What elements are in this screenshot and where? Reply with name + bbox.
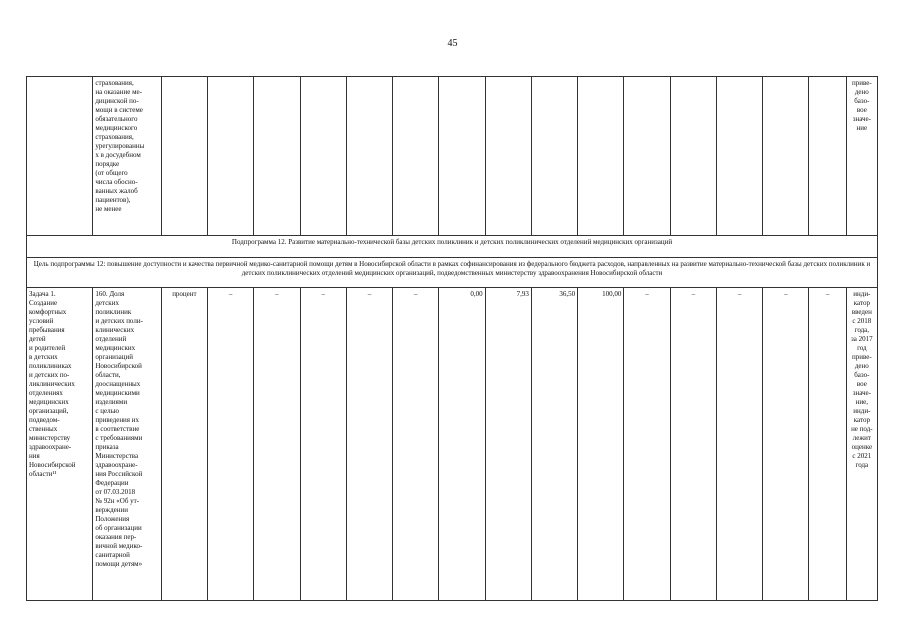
task-cell [27, 77, 93, 236]
indicator-cell: страхования, на оказание ме- дицинской по- мощи в системе обязательного медицинского страхования, урегулированны х в досудебном порядке (от общего числа обосно- ванных жалоб пациентов), не менее [93, 77, 161, 236]
value-cell: – [346, 288, 392, 601]
value-cell: – [208, 288, 254, 601]
value-cell: – [300, 288, 346, 601]
value-cell: 0,00 [439, 288, 485, 601]
value-cell: 100,00 [578, 288, 624, 601]
value-cell: – [763, 288, 809, 601]
value-cell: – [809, 288, 846, 601]
task-cell: Задача 1. Создание комфортных условий пребывания детей и родителей в детских поликлиниках и детских по- ликлинических отделениях медицинских организаций, подведом- ственных министерству здравоохране- ния Новосибирской области¹¹ [27, 288, 93, 601]
table-row [27, 288, 878, 601]
value-cell: – [254, 288, 300, 601]
value-cell: – [624, 288, 670, 601]
table-row [27, 258, 878, 288]
value-cell: – [393, 288, 439, 601]
table-row [27, 236, 878, 258]
value-cell: – [716, 288, 762, 601]
page-number: 45 [447, 38, 458, 49]
note-cell: приве- дено базо- вое значе- ние [846, 77, 877, 236]
indicators-table [26, 76, 878, 601]
value-cell: 7,93 [485, 288, 531, 601]
subprogram-goal: Цель подпрограммы 12: повышение доступности и качества первичной медико-санитарной помощи детям в Новосибирской области в рамках софинансирования из федерального бюджета расходов, направленных на развитие материально-технической базы детских поликлиник и детских поликлинических отделений медицинских организаций, подведомственных министерству здравоохранения Новосибирской области [27, 258, 878, 288]
value-cell: – [670, 288, 716, 601]
note-cell: инди- катор введен с 2018 года, за 2017 год приве- дено базо- вое значе- ние, инди- катор не под- лежит оценке с 2021 года [846, 288, 877, 601]
value-cell: 36,50 [531, 288, 577, 601]
unit-cell: процент [161, 288, 207, 601]
table-row [27, 77, 878, 236]
subprogram-title: Подпрограмма 12. Развитие материально-технической базы детских поликлиник и детских поликлинических отделений медицинских организаций [27, 236, 878, 258]
indicator-cell: 160. Доля детских поликлиник и детских поли- клинических отделений медицинских организаций Новосибирской области, дооснащенных медицинскими изделиями с целью приведения их в соответствие с требованиями приказа Министерства здравоохране- ния Российской Федерации от 07.03.2018 № 92н «Об ут- верждении Положения об организации оказания пер- вичной медико- санитарной помощи детям» [93, 288, 161, 601]
